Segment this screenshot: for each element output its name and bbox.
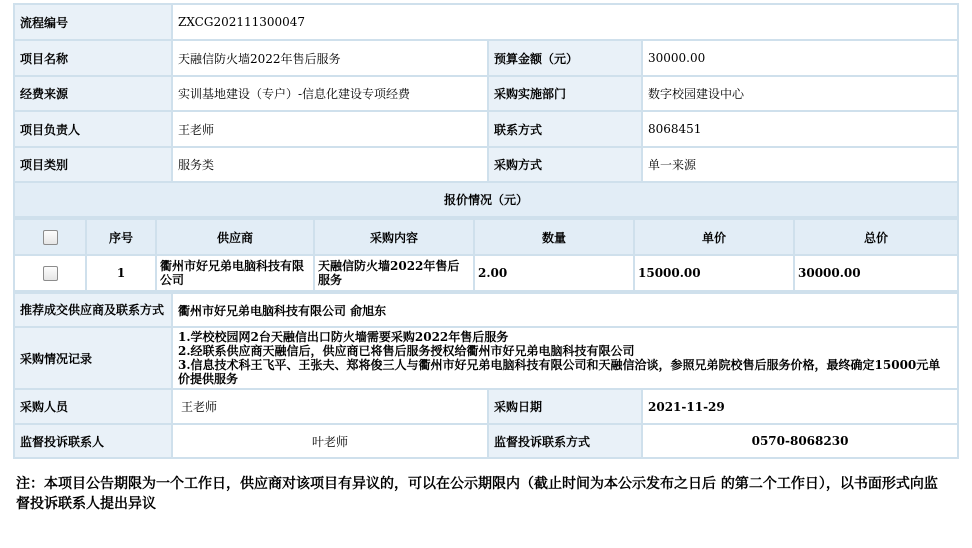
fund-source-label: 经费来源 [14,76,172,111]
col-supplier-header: 供应商 [156,219,314,255]
purchase-dept-label: 采购实施部门 [488,76,642,111]
notice-text: 注：本项目公告期限为一个工作日，供应商对该项目有异议的，可以在公示期限内（截止时间为本公示发布之日后 的第二个工作日），以书面形式向监督投诉联系人提出异议 [16,476,938,512]
col-total-header: 总价 [794,219,958,255]
project-name-value: 天融信防火墙2022年售后服务 [172,40,488,76]
row-supervisor [14,424,958,458]
purchase-date-value: 2021-11-29 [642,389,958,424]
row-content: 天融信防火墙2022年售后服务 [314,255,474,291]
record-line: 3.信息技术科王飞平、王张夫、郑将俊三人与衢州市好兄弟电脑科技有限公司和天融信洽谈，参照兄弟院校售后服务价格，最终确定15000元单价提供服务 [178,358,941,386]
project-type-label: 项目类别 [14,147,172,182]
row-unit-price: 15000.00 [634,255,794,291]
row-project-type [14,147,958,182]
contact-label: 联系方式 [488,111,642,147]
row-index: 1 [86,255,156,291]
purchase-date-label: 采购日期 [488,389,642,424]
result-table [13,292,959,459]
row-process-no [14,4,958,40]
process-no-label: 流程编号 [14,4,172,40]
col-content-header: 采购内容 [314,219,474,255]
fund-source-value: 实训基地建设（专户）-信息化建设专项经费 [172,76,488,111]
col-unit-price-header: 单价 [634,219,794,255]
budget-value: 30000.00 [642,40,958,76]
purchaser-value: 王老师 [172,389,488,424]
purchase-dept-value: 数字校园建设中心 [642,76,958,111]
supervisor-label: 监督投诉联系人 [14,424,172,458]
record-label: 采购情况记录 [14,327,172,389]
row-fund-source [14,76,958,111]
project-leader-value: 王老师 [172,111,488,147]
project-leader-label: 项目负责人 [14,111,172,147]
col-quantity-header: 数量 [474,219,634,255]
project-name-label: 项目名称 [14,40,172,76]
select-all-cell[interactable] [14,219,86,255]
quote-section-title: 报价情况（元） [14,182,958,217]
process-no-value: ZXCG202111300047 [172,4,958,40]
record-line: 2.经联系供应商天融信后，供应商已将售后服务授权给衢州市好兄弟电脑科技有限公司 [178,344,635,358]
row-checkbox[interactable] [43,266,58,281]
supervisor-contact-value: 0570-8068230 [642,424,958,458]
record-line: 1.学校校园网2台天融信出口防火墙需要采购2022年售后服务 [178,330,509,344]
contact-value: 8068451 [642,111,958,147]
row-select-cell[interactable] [14,255,86,291]
recommended-label: 推荐成交供应商及联系方式 [14,293,172,327]
select-all-checkbox[interactable] [43,230,58,245]
recommended-value: 衢州市好兄弟电脑科技有限公司 俞旭东 [172,293,958,327]
budget-label: 预算金额（元） [488,40,642,76]
row-project-name [14,40,958,76]
record-value [172,327,958,389]
project-info-table [13,3,959,218]
project-type-value: 服务类 [172,147,488,182]
purchaser-label: 采购人员 [14,389,172,424]
procurement-form [13,3,957,459]
table-row [14,255,958,291]
purchase-method-value: 单一来源 [642,147,958,182]
col-index-header: 序号 [86,219,156,255]
supervisor-value: 叶老师 [172,424,488,458]
row-total: 30000.00 [794,255,958,291]
purchase-method-label: 采购方式 [488,147,642,182]
row-recommended [14,293,958,327]
supervisor-contact-label: 监督投诉联系方式 [488,424,642,458]
row-supplier: 衢州市好兄弟电脑科技有限公司 [156,255,314,291]
row-project-leader [14,111,958,147]
quote-table [13,218,959,292]
row-quantity: 2.00 [474,255,634,291]
row-purchaser [14,389,958,424]
row-record [14,327,958,389]
row-quote-section [14,182,958,217]
quote-header-row [14,219,958,255]
